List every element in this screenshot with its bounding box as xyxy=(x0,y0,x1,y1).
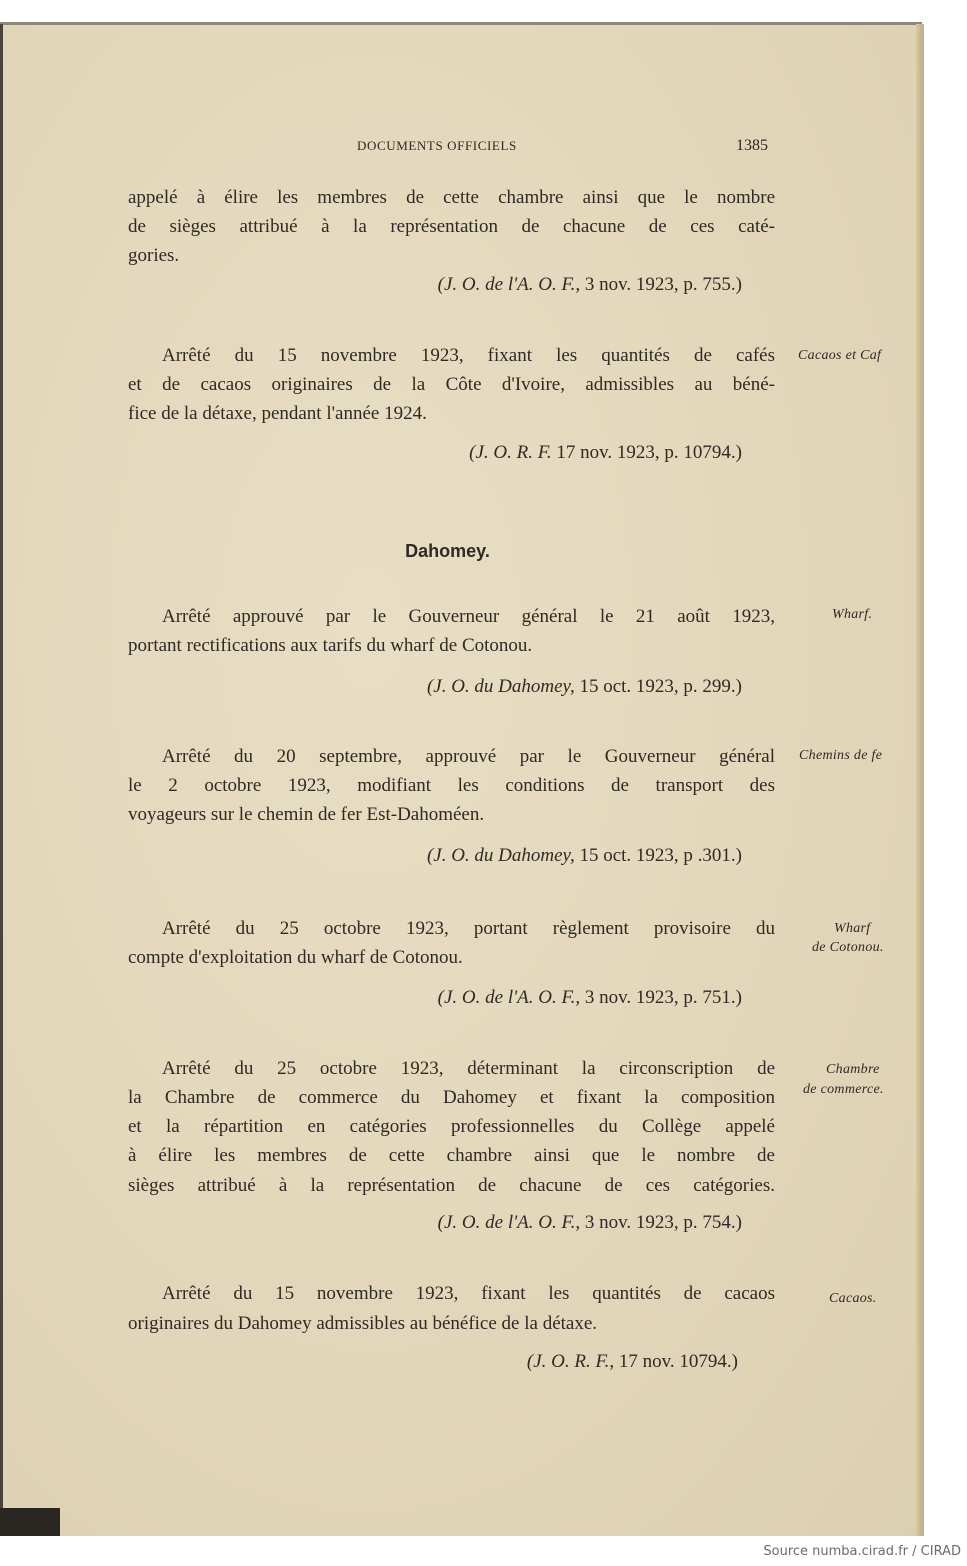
margin-note: Chemins de fe xyxy=(799,748,883,763)
text-line: Arrêté du 15 novembre 1923, fixant les quantités de cacaos xyxy=(162,1283,775,1304)
citation-date: 15 oct. 1923, p .301.) xyxy=(574,845,742,866)
citation-journal: (J. O. de l'A. O. F., xyxy=(437,274,581,295)
text-line: Arrêté du 20 septembre, approuvé par le Gouverneur général xyxy=(162,746,775,767)
text-line: portant rectifications aux tarifs du wharf de Cotonou. xyxy=(128,635,533,656)
citation-journal: (J. O. du Dahomey, xyxy=(426,676,575,697)
text-line: Arrêté du 25 octobre 1923, déterminant la circonscription de xyxy=(162,1058,775,1079)
text-line: à élire les membres de cette chambre ainsi que le nombre de xyxy=(128,1145,775,1166)
citation-date: 17 nov. 1923, p. 10794.) xyxy=(551,442,742,463)
citation xyxy=(427,675,742,699)
text-line: Arrêté approuvé par le Gouverneur général le 21 août 1923, xyxy=(162,606,775,627)
citation-date: 17 nov. 10794.) xyxy=(614,1351,738,1372)
text-line: voyageurs sur le chemin de fer Est-Dahoméen. xyxy=(128,804,485,825)
margin-note: Cacaos. xyxy=(829,1291,877,1306)
margin-note: de Cotonou. xyxy=(812,940,884,955)
margin-note: Cacaos et Caf xyxy=(798,348,882,363)
citation-journal: (J. O. R. F., xyxy=(526,1351,615,1372)
margin-note: Wharf. xyxy=(832,607,873,622)
citation xyxy=(427,844,742,868)
citation xyxy=(438,1211,742,1235)
running-header: DOCUMENTS OFFICIELS xyxy=(357,138,517,153)
text-line: de sièges attribué à la représentation de chacune de ces caté- xyxy=(128,216,775,237)
page-edge-right xyxy=(916,24,924,1536)
citation-journal: (J. O. de l'A. O. F., xyxy=(437,987,581,1008)
margin-note: de commerce. xyxy=(803,1082,884,1097)
citation-date: 3 nov. 1923, p. 754.) xyxy=(580,1212,742,1233)
text-line: gories. xyxy=(128,245,180,266)
source-credit: Source numba.cirad.fr / CIRAD xyxy=(763,1544,961,1559)
citation-date: 15 oct. 1923, p. 299.) xyxy=(574,676,742,697)
text-line: originaires du Dahomey admissibles au bénéfice de la détaxe. xyxy=(128,1313,598,1334)
text-line: appelé à élire les membres de cette chambre ainsi que le nombre xyxy=(128,187,775,208)
margin-note: Chambre xyxy=(826,1062,880,1077)
citation-journal: (J. O. R. F. xyxy=(469,442,552,463)
text-line: compte d'exploitation du wharf de Cotonou. xyxy=(128,947,463,968)
citation-journal: (J. O. du Dahomey, xyxy=(426,845,575,866)
citation-date: 3 nov. 1923, p. 751.) xyxy=(580,987,742,1008)
page-edge-left xyxy=(0,24,3,1536)
text-line: fice de la détaxe, pendant l'année 1924. xyxy=(128,403,427,424)
citation-date: 3 nov. 1923, p. 755.) xyxy=(580,274,742,295)
citation xyxy=(438,986,742,1010)
text-line: le 2 octobre 1923, modifiant les conditions de transport des xyxy=(128,775,775,796)
text-line: sièges attribué à la représentation de chacune de ces catégories. xyxy=(128,1175,775,1196)
citation-journal: (J. O. de l'A. O. F., xyxy=(437,1212,581,1233)
text-line: Arrêté du 15 novembre 1923, fixant les quantités de cafés xyxy=(162,345,775,366)
page-number: 1385 xyxy=(736,137,768,154)
text-line: et de cacaos originaires de la Côte d'Ivoire, admissibles au béné- xyxy=(128,374,775,395)
citation xyxy=(527,1350,738,1374)
margin-note: Wharf xyxy=(834,921,871,936)
scan-border xyxy=(0,1508,60,1536)
page-edge-top xyxy=(0,22,922,25)
section-heading: Dahomey. xyxy=(405,541,490,561)
citation xyxy=(438,273,742,297)
text-line: la Chambre de commerce du Dahomey et fixant la composition xyxy=(128,1087,775,1108)
text-line: Arrêté du 25 octobre 1923, portant règlement provisoire du xyxy=(162,918,775,939)
citation xyxy=(469,441,742,465)
text-line: et la répartition en catégories professionnelles du Collège appelé xyxy=(128,1116,775,1137)
